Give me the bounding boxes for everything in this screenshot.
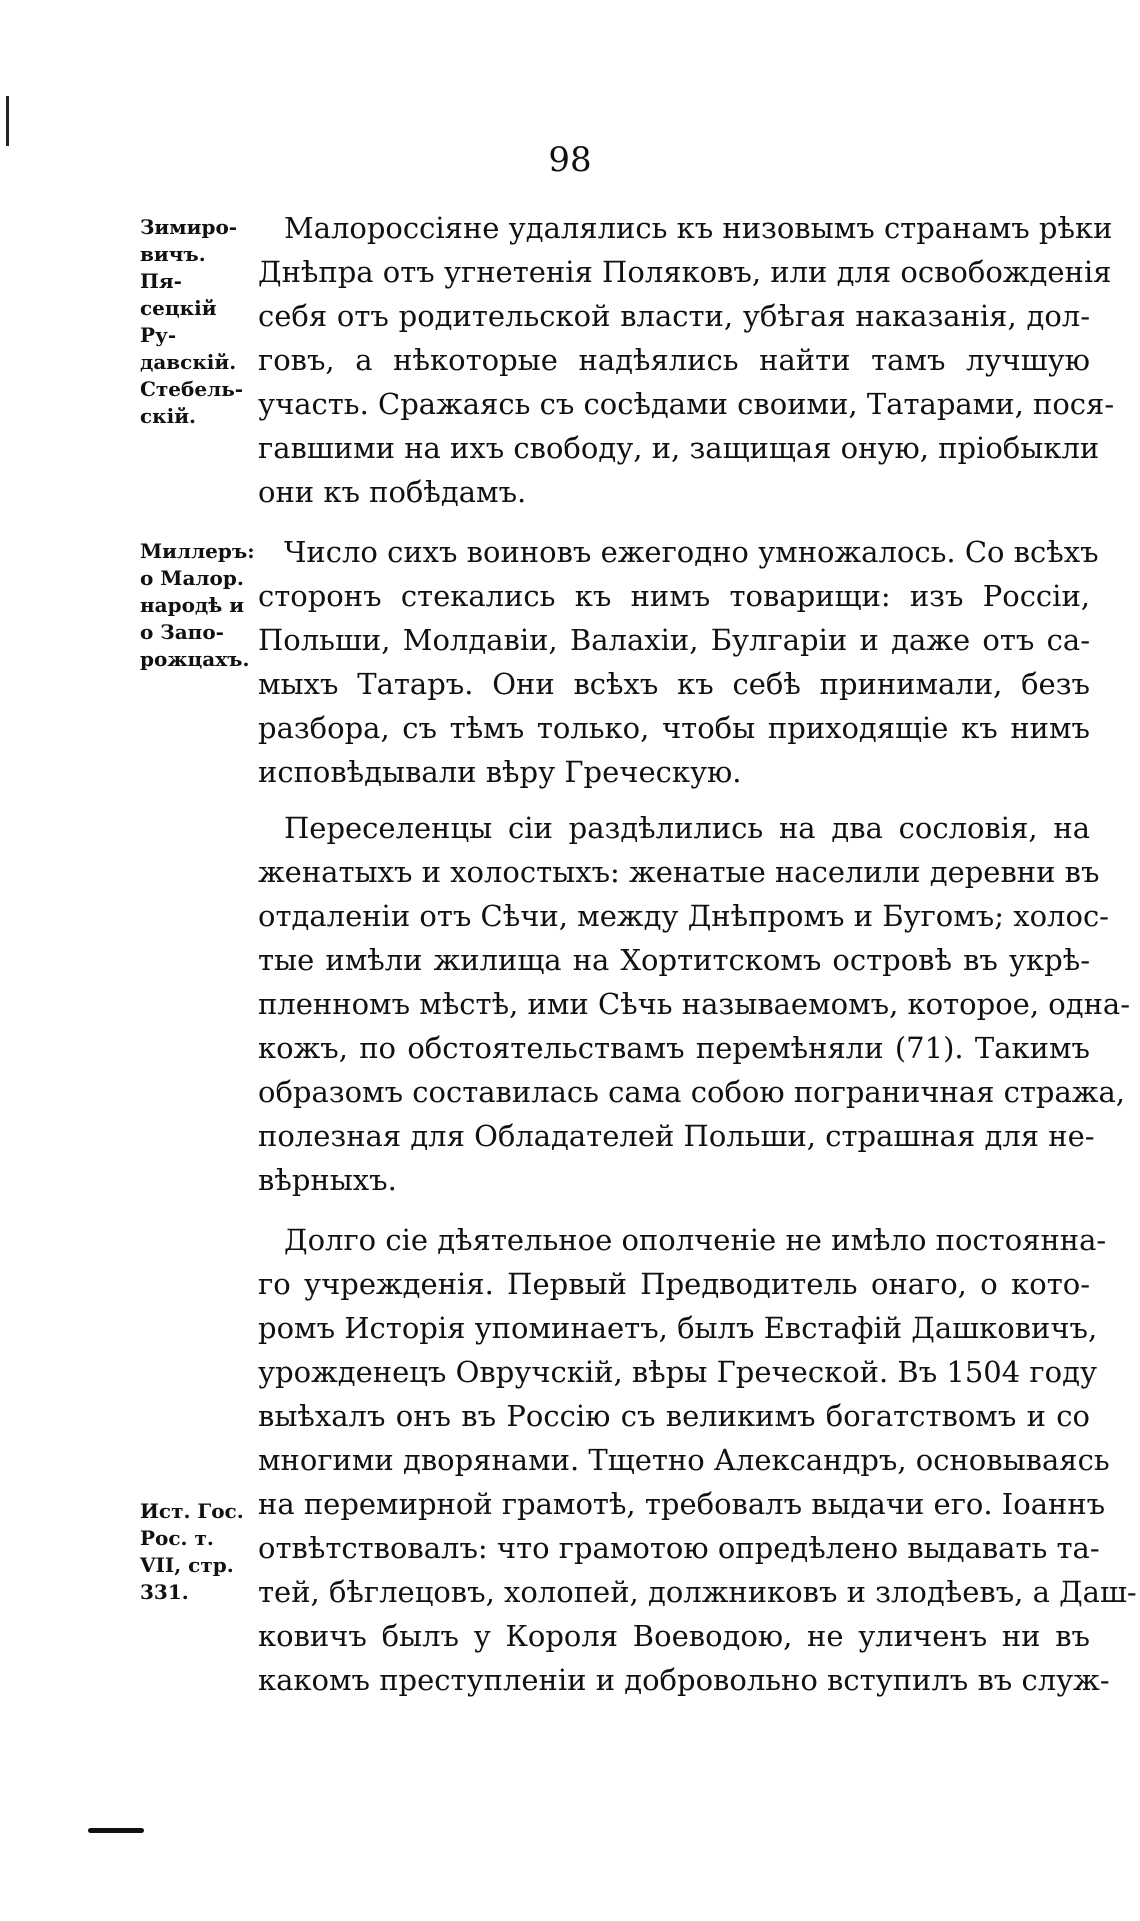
text-line: на перемирной грамотѣ, требовалъ выдачи его. Іоаннъ: [258, 1487, 1106, 1521]
side-note-3: [140, 1498, 248, 1606]
text-line: полезная для Обладателей Польши, страшная для не-: [258, 1119, 1095, 1153]
text-line: го учрежденія. Первый Предводитель онаго, о кото-: [258, 1267, 1090, 1301]
page-number: 98: [548, 140, 592, 180]
side-note-line: о Малор.: [140, 566, 244, 590]
text-line: вѣрныхъ.: [258, 1163, 397, 1197]
text-line: Долго сіе дѣятельное ополченіе не имѣло постоянна-: [284, 1223, 1107, 1257]
side-note-line: вичъ. Пя-: [140, 242, 206, 293]
text-line: женатыхъ и холостыхъ: женатые населили деревни въ: [258, 855, 1100, 889]
side-note-line: 331.: [140, 1580, 189, 1604]
text-line: урожденецъ Овручскій, вѣры Греческой. Въ 1504 году: [258, 1355, 1098, 1389]
text-line: они къ побѣдамъ.: [258, 475, 527, 509]
margin-mark: [6, 96, 9, 146]
text-line: ромъ Исторія упоминаетъ, былъ Евстафій Дашковичъ,: [258, 1311, 1098, 1345]
text-line: говъ, а нѣкоторые надѣялись найти тамъ лучшую: [258, 343, 1090, 377]
text-line: кожъ, по обстоятельствамъ перемѣняли (71). Такимъ: [258, 1031, 1090, 1065]
side-note-line: Ист. Гос.: [140, 1499, 244, 1523]
text-line: Днѣпра отъ угнетенія Поляковъ, или для освобожденія: [258, 255, 1112, 289]
side-note-1: [140, 214, 248, 430]
text-line: сторонъ стекались къ нимъ товарищи: изъ Россіи,: [258, 579, 1090, 613]
text-line: мыхъ Татаръ. Они всѣхъ къ себѣ принимали, безъ: [258, 667, 1090, 701]
text-line: ковичъ былъ у Короля Воеводою, не уличенъ ни въ: [258, 1619, 1090, 1653]
side-note-line: скій.: [140, 404, 197, 428]
side-note-2: [140, 538, 255, 673]
side-note-line: Миллеръ:: [140, 539, 255, 563]
text-line: пленномъ мѣстѣ, ими Сѣчь называемомъ, которое, одна-: [258, 987, 1130, 1021]
text-line: Переселенцы сіи раздѣлились на два сословія, на: [284, 811, 1090, 845]
text-line: разбора, съ тѣмъ только, чтобы приходящіе къ нимъ: [258, 711, 1090, 745]
side-note-line: Зимиро-: [140, 215, 238, 239]
text-line: многими дворянами. Тщетно Александръ, основываясь: [258, 1443, 1110, 1477]
side-note-line: Стебель-: [140, 377, 244, 401]
text-line: отвѣтствовалъ: что грамотою опредѣлено выдавать та-: [258, 1531, 1100, 1565]
text-line: Число сихъ воиновъ ежегодно умножалось. Со всѣхъ: [284, 535, 1099, 569]
paragraph-2: [258, 530, 1099, 794]
text-line: выѣхалъ онъ въ Россію съ великимъ богатствомъ и со: [258, 1399, 1090, 1433]
paragraph-1: [258, 206, 1115, 514]
margin-dash-mark: [88, 1828, 144, 1833]
text-line: участь. Сражаясь съ сосѣдами своими, Татарами, пося-: [258, 387, 1115, 421]
side-note-line: народѣ и: [140, 593, 245, 617]
paragraph-4: [258, 1218, 1137, 1702]
side-note-line: Рос. т.: [140, 1526, 214, 1550]
text-line: себя отъ родительской власти, убѣгая наказанія, дол-: [258, 299, 1090, 333]
side-note-line: сецкій Ру-: [140, 296, 217, 347]
text-line: гавшими на ихъ свободу, и, защищая оную, пріобыкли: [258, 431, 1100, 465]
text-line: Малороссіяне удалялись къ низовымъ странамъ рѣки: [284, 211, 1113, 245]
side-note-line: давскій.: [140, 350, 237, 374]
text-line: Польши, Молдавіи, Валахіи, Булгаріи и даже отъ са-: [258, 623, 1090, 657]
text-line: тые имѣли жилища на Хортитскомъ островѣ въ укрѣ-: [258, 943, 1090, 977]
side-note-line: рожцахъ.: [140, 647, 250, 671]
text-line: образомъ составилась сама собою пограничная стража,: [258, 1075, 1125, 1109]
text-line: тей, бѣглецовъ, холопей, должниковъ и злодѣевъ, а Даш-: [258, 1575, 1137, 1609]
text-line: какомъ преступленіи и добровольно вступилъ въ служ-: [258, 1663, 1110, 1697]
side-note-line: о Запо-: [140, 620, 224, 644]
paragraph-3: [258, 806, 1130, 1202]
side-note-line: VII, стр.: [140, 1553, 234, 1577]
text-line: исповѣдывали вѣру Греческую.: [258, 755, 742, 789]
text-line: отдаленіи отъ Сѣчи, между Днѣпромъ и Бугомъ; холос-: [258, 899, 1109, 933]
